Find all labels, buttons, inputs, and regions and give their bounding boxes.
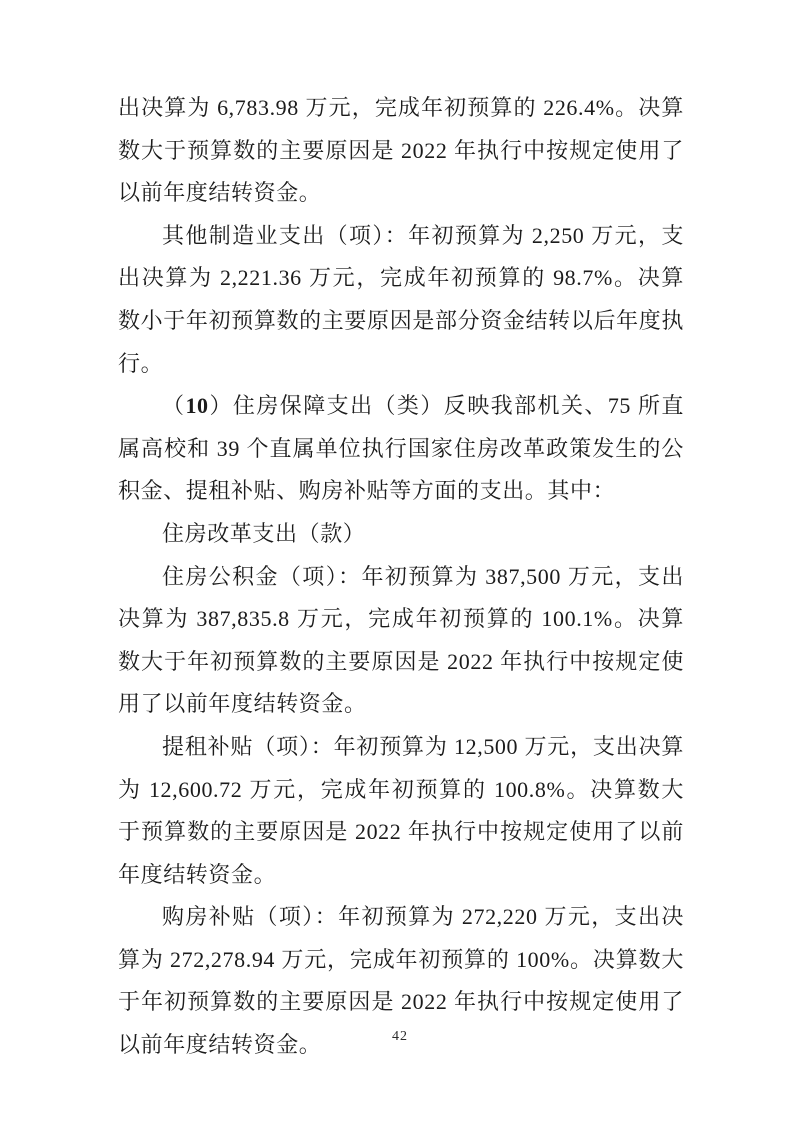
text-run: 住房改革支出（款） bbox=[162, 520, 366, 546]
text-run: 出决算为 6,783.98 万元，完成年初预算的 226.4%。决算数大于预算数的主要原因是 2022 年执行中按规定使用了以前年度结转资金。 bbox=[118, 95, 684, 206]
paragraph bbox=[118, 215, 684, 385]
text-run: 住房公积金（项）：年初预算为 387,500 万元，支出决算为 387,835.8 万元，完成年初预算的 100.1%。决算数大于年初预算数的主要原因是 2022 年执行中按规定使用了以前年度结转资金。 bbox=[118, 563, 684, 717]
text-run: （ bbox=[162, 393, 186, 419]
text-run-bold: 10 bbox=[185, 393, 209, 419]
document-body bbox=[118, 87, 684, 1067]
paragraph bbox=[118, 726, 684, 896]
paragraph bbox=[118, 513, 684, 556]
page-number: 42 bbox=[392, 1029, 408, 1044]
paragraph bbox=[118, 556, 684, 726]
paragraph bbox=[118, 87, 684, 215]
text-run: 其他制造业支出（项）：年初预算为 2,250 万元，支出决算为 2,221.36 万元，完成年初预算的 98.7%。决算数小于年初预算数的主要原因是部分资金结转以后年度执行。 bbox=[118, 222, 684, 376]
paragraph bbox=[118, 385, 684, 513]
text-run: ）住房保障支出（类）反映我部机关、75 所直属高校和 39 个直属单位执行国家住房改革政策发生的公积金、提租补贴、购房补贴等方面的支出。其中： bbox=[118, 393, 684, 504]
text-run: 提租补贴（项）：年初预算为 12,500 万元，支出决算为 12,600.72 万元，完成年初预算的 100.8%。决算数大于预算数的主要原因是 2022 年执行中按规定使用了以前年度结转资金。 bbox=[118, 733, 684, 887]
text-run: 购房补贴（项）：年初预算为 272,220 万元，支出决算为 272,278.94 万元，完成年初预算的 100%。决算数大于年初预算数的主要原因是 2022 年执行中按规定使用了以前年度结转资金。 bbox=[118, 904, 684, 1058]
